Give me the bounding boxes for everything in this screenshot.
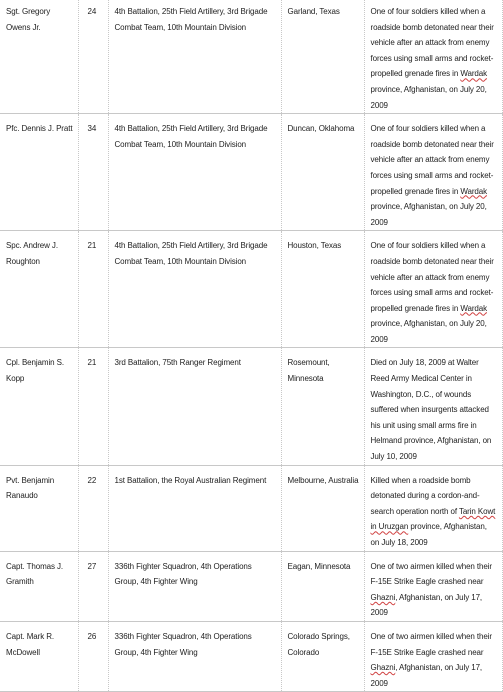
unit-cell: 4th Battalion, 25th Field Artillery, 3rd Brigade Combat Team, 10th Mountain Division (108, 231, 281, 348)
flagged-word: Tarin Kowt in Uruzgan (370, 506, 496, 532)
unit-cell: 4th Battalion, 25th Field Artillery, 3rd Brigade Combat Team, 10th Mountain Division (108, 0, 281, 114)
hometown-cell: Houston, Texas (281, 231, 364, 348)
table-row (0, 465, 502, 551)
flagged-word: Ghazni (370, 663, 396, 673)
description-cell (364, 231, 502, 348)
description-text-end: province, Afghanistan, on July 20, 2009 (370, 202, 487, 227)
name-cell: Sgt. Gregory Owens Jr. (0, 0, 78, 114)
unit-cell: 4th Battalion, 25th Field Artillery, 3rd Brigade Combat Team, 10th Mountain Division (108, 114, 281, 231)
table-row (0, 348, 502, 465)
description-text: Killed when a roadside bomb detonated during a cordon-and-search operation north of (370, 475, 480, 516)
hometown-cell: Eagan, Minnesota (281, 551, 364, 621)
description-cell (364, 0, 502, 114)
name-cell: Cpl. Benjamin S. Kopp (0, 348, 78, 465)
age-cell: 22 (78, 465, 108, 551)
table-row (0, 622, 502, 692)
table-row (0, 231, 502, 348)
age-cell: 27 (78, 551, 108, 621)
hometown-cell: Duncan, Oklahoma (281, 114, 364, 231)
description-text: Died on July 18, 2009 at Walter Reed Army Medical Center in Washington, D.C., of wounds suffered when insurgents attacked his unit using small arms fire in Helmand province, Afghanistan, on July 10, 2009 (370, 358, 492, 462)
table-row (0, 114, 502, 231)
flagged-word: Wardak (460, 303, 487, 313)
flagged-word: Wardak (460, 186, 487, 196)
age-cell: 34 (78, 114, 108, 231)
age-cell: 26 (78, 622, 108, 692)
name-cell: Capt. Mark R. McDowell (0, 622, 78, 692)
table-row (0, 0, 502, 114)
description-cell (364, 348, 502, 465)
description-cell (364, 114, 502, 231)
hometown-cell: Colorado Springs, Colorado (281, 622, 364, 692)
unit-cell: 336th Fighter Squadron, 4th Operations Group, 4th Fighter Wing (108, 622, 281, 692)
unit-cell: 1st Battalion, the Royal Australian Regiment (108, 465, 281, 551)
description-text: One of four soldiers killed when a roadside bomb detonated near their vehicle after an attack from enemy forces using small arms and rocket-propelled grenade fires in (370, 241, 494, 313)
description-text-end: province, Afghanistan, on July 18, 2009 (370, 522, 487, 547)
unit-cell: 3rd Battalion, 75th Ranger Regiment (108, 348, 281, 465)
description-text: One of two airmen killed when their F-15E Strike Eagle crashed near (370, 632, 492, 657)
flagged-word: Wardak (460, 69, 487, 79)
description-cell (364, 551, 502, 621)
age-cell: 21 (78, 348, 108, 465)
table-row (0, 551, 502, 621)
description-cell (364, 465, 502, 551)
unit-cell: 336th Fighter Squadron, 4th Operations Group, 4th Fighter Wing (108, 551, 281, 621)
description-text-end: , Afghanistan, on July 17, 2009 (370, 663, 483, 688)
hometown-cell: Garland, Texas (281, 0, 364, 114)
age-cell: 21 (78, 231, 108, 348)
hometown-cell: Rosemount, Minnesota (281, 348, 364, 465)
description-text-end: province, Afghanistan, on July 20, 2009 (370, 319, 487, 344)
hometown-cell: Melbourne, Australia (281, 465, 364, 551)
age-cell: 24 (78, 0, 108, 114)
name-cell: Capt. Thomas J. Gramith (0, 551, 78, 621)
name-cell: Pvt. Benjamin Ranaudo (0, 465, 78, 551)
name-cell: Pfc. Dennis J. Pratt (0, 114, 78, 231)
description-text: One of two airmen killed when their F-15E Strike Eagle crashed near (370, 561, 492, 587)
description-text-end: , Afghanistan, on July 17, 2009 (370, 592, 483, 618)
description-cell (364, 622, 502, 692)
name-cell: Spc. Andrew J. Roughton (0, 231, 78, 348)
flagged-word: Ghazni (370, 592, 396, 602)
description-text: One of four soldiers killed when a roadside bomb detonated near their vehicle after an attack from enemy forces using small arms and rocket-propelled grenade fires in (370, 7, 494, 79)
description-text: One of four soldiers killed when a roadside bomb detonated near their vehicle after an attack from enemy forces using small arms and rocket-propelled grenade fires in (370, 124, 494, 196)
description-text-end: province, Afghanistan, on July 20, 2009 (370, 84, 487, 110)
